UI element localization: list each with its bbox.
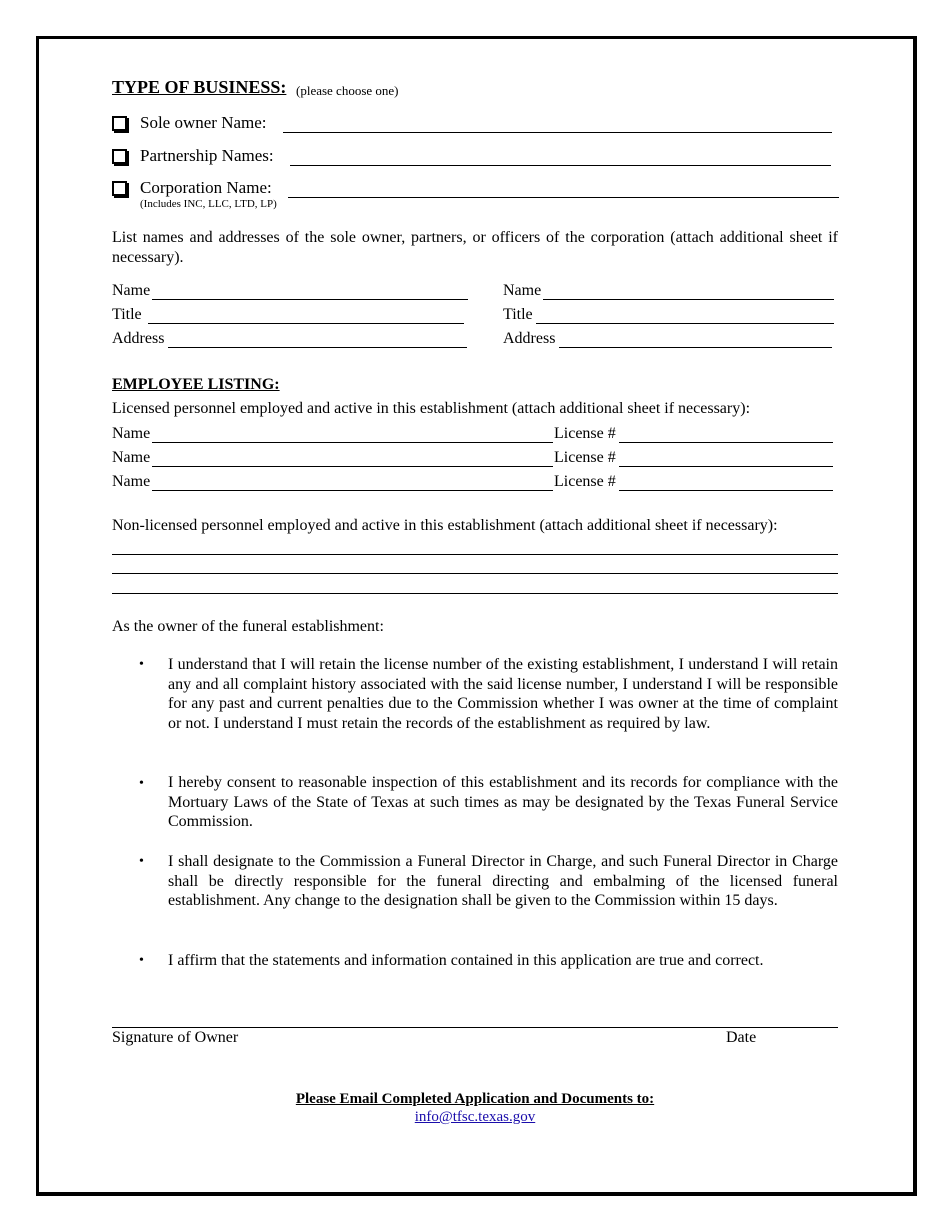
- statement-license-retention: I understand that I will retain the license number of the existing establishment, I understand I will retain any and all complaint history associated with the said license number, I understand I will be responsible for any past and current penalties due to the Commission whether I was owner at the time of complaint or not. I understand I must retain the records of the establishment as required by law.: [168, 656, 838, 732]
- license-number-label-2: License #: [554, 449, 616, 466]
- statement-inspection-consent: I hereby consent to reasonable inspection of this establishment and its records for compliance with the Mortuary Laws of the State of Texas at such times as may be designated by the Texas Funeral Service Commission.: [168, 774, 838, 831]
- email-container: [0, 1109, 950, 1126]
- bullet-marker: •: [139, 854, 144, 869]
- corporation-checkbox[interactable]: [112, 181, 127, 196]
- non-licensed-line-1[interactable]: [112, 554, 838, 555]
- owners-instructions: List names and addresses of the sole owner, partners, or officers of the corporation (attach additional sheet if necessary).: [112, 229, 838, 266]
- signature-field[interactable]: [112, 1027, 838, 1028]
- bullet-marker: •: [139, 776, 144, 791]
- signature-of-owner-label: Signature of Owner: [112, 1029, 239, 1046]
- date-label: Date: [726, 1029, 757, 1046]
- owner1-name-label: Name: [112, 282, 151, 299]
- license-number-field-3[interactable]: [619, 490, 833, 491]
- type-of-business-hint: (please choose one): [296, 83, 399, 98]
- owner2-title-label: Title: [503, 306, 533, 323]
- corporation-label: Corporation Name:: [140, 178, 272, 197]
- statement-affirmation: I affirm that the statements and information contained in this application are true and correct.: [168, 952, 764, 969]
- email-instruction: Please Email Completed Application and Documents to:: [295, 1091, 655, 1107]
- non-licensed-personnel-intro: Non-licensed personnel employed and active in this establishment (attach additional sheet if necessary):: [112, 517, 778, 534]
- license-number-field-1[interactable]: [619, 442, 833, 443]
- owner-statement-intro: As the owner of the funeral establishment:: [112, 618, 384, 635]
- partnership-checkbox[interactable]: [112, 149, 127, 164]
- corporation-note: (Includes INC, LLC, LTD, LP): [140, 198, 277, 210]
- owner2-address-field[interactable]: [559, 347, 832, 348]
- non-licensed-line-3[interactable]: [112, 593, 838, 594]
- partnership-names-field[interactable]: [290, 165, 831, 166]
- licensed-name-label-1: Name: [112, 425, 151, 442]
- statement-funeral-director: I shall designate to the Commission a Funeral Director in Charge, and such Funeral Director in Charge shall be directly responsible for the funeral directing and embalming of the licensed funeral establishment. Any change to the designation shall be given to the Commission within 15 days.: [168, 853, 838, 910]
- owner1-address-label: Address: [112, 330, 165, 347]
- sole-owner-name-field[interactable]: [283, 132, 832, 133]
- bullet-marker: •: [139, 953, 144, 968]
- bullet-marker: •: [139, 657, 144, 672]
- sole-owner-label: Sole owner Name:: [140, 113, 267, 132]
- email-link[interactable]: info@tfsc.texas.gov: [414, 1109, 536, 1125]
- sole-owner-checkbox[interactable]: [112, 116, 127, 131]
- owner2-name-field[interactable]: [543, 299, 834, 300]
- type-of-business-heading: TYPE OF BUSINESS:: [112, 77, 287, 97]
- owner2-address-label: Address: [503, 330, 556, 347]
- licensed-name-field-1[interactable]: [152, 442, 553, 443]
- page-border: [36, 36, 917, 1196]
- owner1-title-label: Title: [112, 306, 142, 323]
- non-licensed-line-2[interactable]: [112, 573, 838, 574]
- licensed-name-label-2: Name: [112, 449, 151, 466]
- license-number-label-3: License #: [554, 473, 616, 490]
- owner1-title-field[interactable]: [148, 323, 464, 324]
- owner2-title-field[interactable]: [536, 323, 834, 324]
- owner1-address-field[interactable]: [168, 347, 467, 348]
- license-number-label-1: License #: [554, 425, 616, 442]
- employee-listing-heading: EMPLOYEE LISTING:: [112, 376, 280, 393]
- owner1-name-field[interactable]: [152, 299, 468, 300]
- licensed-name-field-3[interactable]: [152, 490, 553, 491]
- owner2-name-label: Name: [503, 282, 542, 299]
- licensed-name-label-3: Name: [112, 473, 151, 490]
- partnership-label: Partnership Names:: [140, 146, 274, 165]
- licensed-name-field-2[interactable]: [152, 466, 553, 467]
- licensed-personnel-intro: Licensed personnel employed and active in this establishment (attach additional sheet if necessary):: [112, 400, 751, 417]
- license-number-field-2[interactable]: [619, 466, 833, 467]
- corporation-name-field[interactable]: [288, 197, 839, 198]
